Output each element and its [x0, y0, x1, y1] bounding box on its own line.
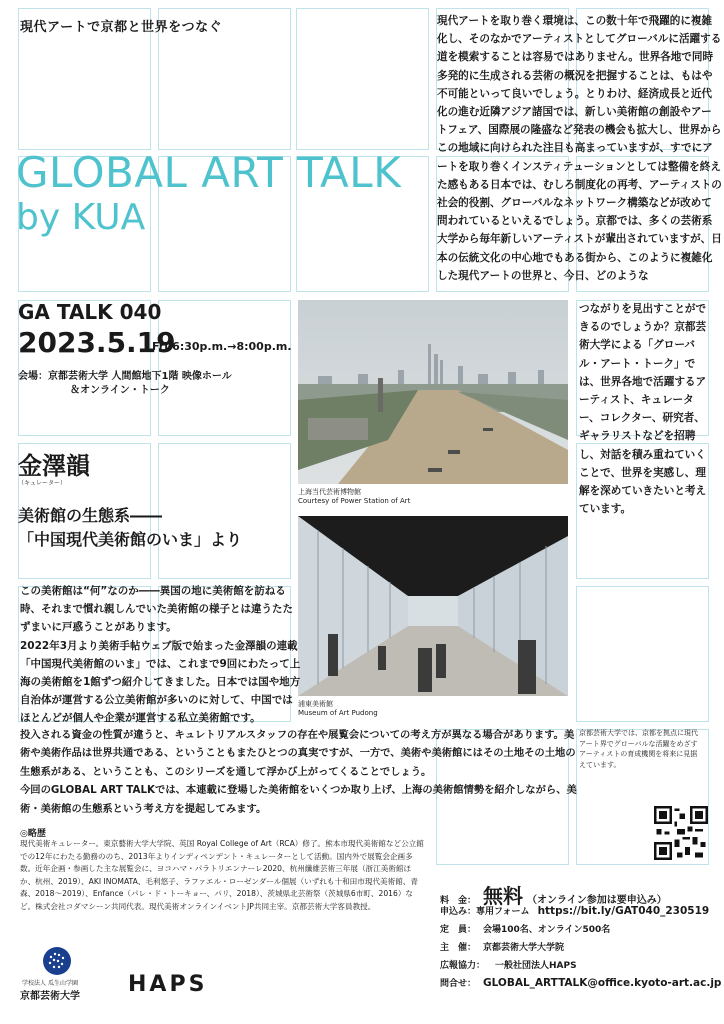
- fee-label: 料 金：: [440, 896, 477, 906]
- organizer-label: 主 催：: [440, 943, 477, 953]
- tagline: 現代アートで京都と世界をつなぐ: [20, 20, 223, 35]
- side-note: 京都芸術大学では、京都を拠点に現代アート界でグローバルな活躍をめざすアーティストの育成機関を将来に見据えています。: [579, 729, 698, 769]
- body-paragraph: 2022年3月より美術手帖ウェブ版で始まった金澤韻の連載「中国現代美術館のいま」では、これまで9回にわたって上海の美術館を1館ずつ紹介してきました。日本では国や地方自治体が運営する公立美術館が多いのに対して、中国ではほとんどが個人や企業が運営する私立美術館です。: [20, 639, 301, 725]
- photo-power-station-of-art: [298, 300, 568, 484]
- body-paragraph: 投入される資金の性質が違うと、キュレトリアルスタッフの存在や展覧会についての考え方が異なる場合があります。美術や美術作品は世界共通である、ということもまたひとつの真実ですが、一方で、美術や美術館にはその土地その土地の生態系がある、ということも、このシリーズを通して浮かび上がってくることでしょう。: [20, 729, 576, 778]
- event-number: GA TALK 040: [18, 300, 162, 324]
- photo-museum-of-art-pudong: [298, 516, 568, 696]
- apply-label: 申込み：専用フォーム: [440, 907, 530, 917]
- title-sub: by KUA: [16, 197, 146, 238]
- photo2-caption-ja: 浦東美術館: [298, 700, 333, 708]
- body-main: [20, 726, 580, 818]
- event-time: Fri.6:30p.m.→8:00p.m.: [152, 340, 292, 353]
- photo1-caption: [298, 488, 410, 506]
- contact-email[interactable]: GLOBAL_ARTTALK@office.kyoto-art.ac.jp: [483, 977, 722, 989]
- photo1-caption-ja: 上海当代芸術博物館: [298, 488, 361, 496]
- talk-title: [18, 504, 242, 552]
- qr-code[interactable]: [654, 806, 708, 864]
- haps-logo: HAPS: [128, 972, 208, 997]
- event-info: [440, 880, 721, 994]
- fee-note: （オンライン参加は要申込み）: [527, 895, 667, 906]
- speaker-name: 金澤韻: [18, 452, 90, 480]
- cooperation-label: 広報協力：: [440, 961, 486, 971]
- profile-heading: ◎略歴: [20, 829, 46, 839]
- kua-logo-text: 京都芸術大学: [20, 991, 80, 1002]
- event-date: 2023.5.19: [18, 326, 176, 359]
- profile-text: 現代美術キュレーター。東京藝術大学大学院、英国 Royal College of Art（RCA）修了。熊本市現代美術館など公立館での12年にわたる勤務ののち、2013年よりインディペンデント・キュレーターとして活動。国内外で展覧会企画多数。近年企画・参画した主な展覧会に、ヨコハマ・パラトリエンナーレ2020、杭州纖維芸術三年展（浙江美術館ほか、杭州、2019）、AKI INOMATA、毛利悠子、ラファエル・ローゼンダール個展（いずれも十和田市現代美術館、青森、2018～2019）、Enfance（パレ・ド・トーキョー、パリ、2018）、茨城県北芸術祭（茨城県6市町、2016）など。株式会社コダマシーン共同代表。現代美術オンラインイベントJP共同主宰。京都芸術大学客員教授。: [20, 839, 424, 911]
- fee-value: 無料: [483, 884, 523, 908]
- kua-logo: [20, 946, 80, 1002]
- talk-title-line2: 「中国現代美術館のいま」より: [18, 530, 243, 549]
- intro-text-continued: つながりを見出すことができるのでしょうか？京都芸術大学による「グローバル・アート・トーク」では、世界各地で活躍するアーティスト、キュレーター、コレクター、研究者、ギャラリストなどを招聘し、対話を積み重ねていくことで、世界を実感し、理解を深めていきたいと考えています。: [579, 303, 707, 516]
- event-venue: [18, 370, 232, 398]
- contact-label: 問合せ：: [440, 979, 477, 989]
- organizer-value: 京都芸術大学大学院: [483, 943, 565, 953]
- talk-title-line1: 美術館の生態系――: [18, 506, 163, 525]
- kua-emblem-icon: [42, 946, 72, 976]
- capacity-value: 会場100名、オンライン500名: [483, 925, 611, 935]
- kua-logo-subtext: 学校法人 瓜生山学園: [22, 980, 78, 987]
- body-intro: [20, 582, 302, 728]
- venue-online: ＆オンライン・トーク: [70, 385, 170, 396]
- photo2-caption-en: Museum of Art Pudong: [298, 709, 378, 717]
- apply-link[interactable]: https://bit.ly/GAT040_230519: [537, 905, 710, 917]
- photo2-caption: [298, 700, 378, 718]
- venue-line: 会場：京都芸術大学 人間館地下1階 映像ホール: [18, 371, 232, 382]
- intro-text: 現代アートを取り巻く環境は、この数十年で飛躍的に複雑化し、そのなかでアーティストとしてグローバルに活躍する道を模索することは容易ではありません。世界各地で同時多発的に生成される芸術の概況を把握することは、もはや不可能といって良いでしょう。とりわけ、経済成長と近代化の進む近隣アジア諸国では、新しい美術館の創設やアートフェア、国際展の隆盛など発表の機会も拡大し、世界からこの地域に向けられた注目も高まっていますが、すでにアートを取り巻くインスティテューションとしては整備を終えた感もある日本では、むしろ制度化の再考、アーティストの社会的役割、グローバルなネットワーク構築などが改めて問われているといえるでしょう。京都では、多くの芸術系大学から毎年新しいアーティストが輩出されていますが、日本の伝統文化の中心地でもある街から、このように複雑化した現代アートの世界と、今日、どのような: [437, 15, 722, 282]
- cooperation-value: 一般社団法人HAPS: [495, 961, 577, 971]
- body-paragraph: 今回のGLOBAL ART TALKでは、本連載に登場した美術館をいくつか取り上げ、上海の美術館情勢を紹介しながら、美術・美術館の生態系という考え方を提起してみます。: [20, 784, 577, 815]
- photo1-caption-en: Courtesy of Power Station of Art: [298, 497, 411, 505]
- body-paragraph: この美術館は“何”なのか――異国の地に美術館を訪ねる時、それまで慣れ親しんでいた美術館の様子とは違うたたずまいに戸惑うことがあります。: [20, 585, 293, 634]
- title-main: GLOBAL ART TALK: [16, 148, 402, 197]
- speaker-role: （キュレーター）: [18, 480, 67, 487]
- capacity-label: 定 員：: [440, 925, 477, 935]
